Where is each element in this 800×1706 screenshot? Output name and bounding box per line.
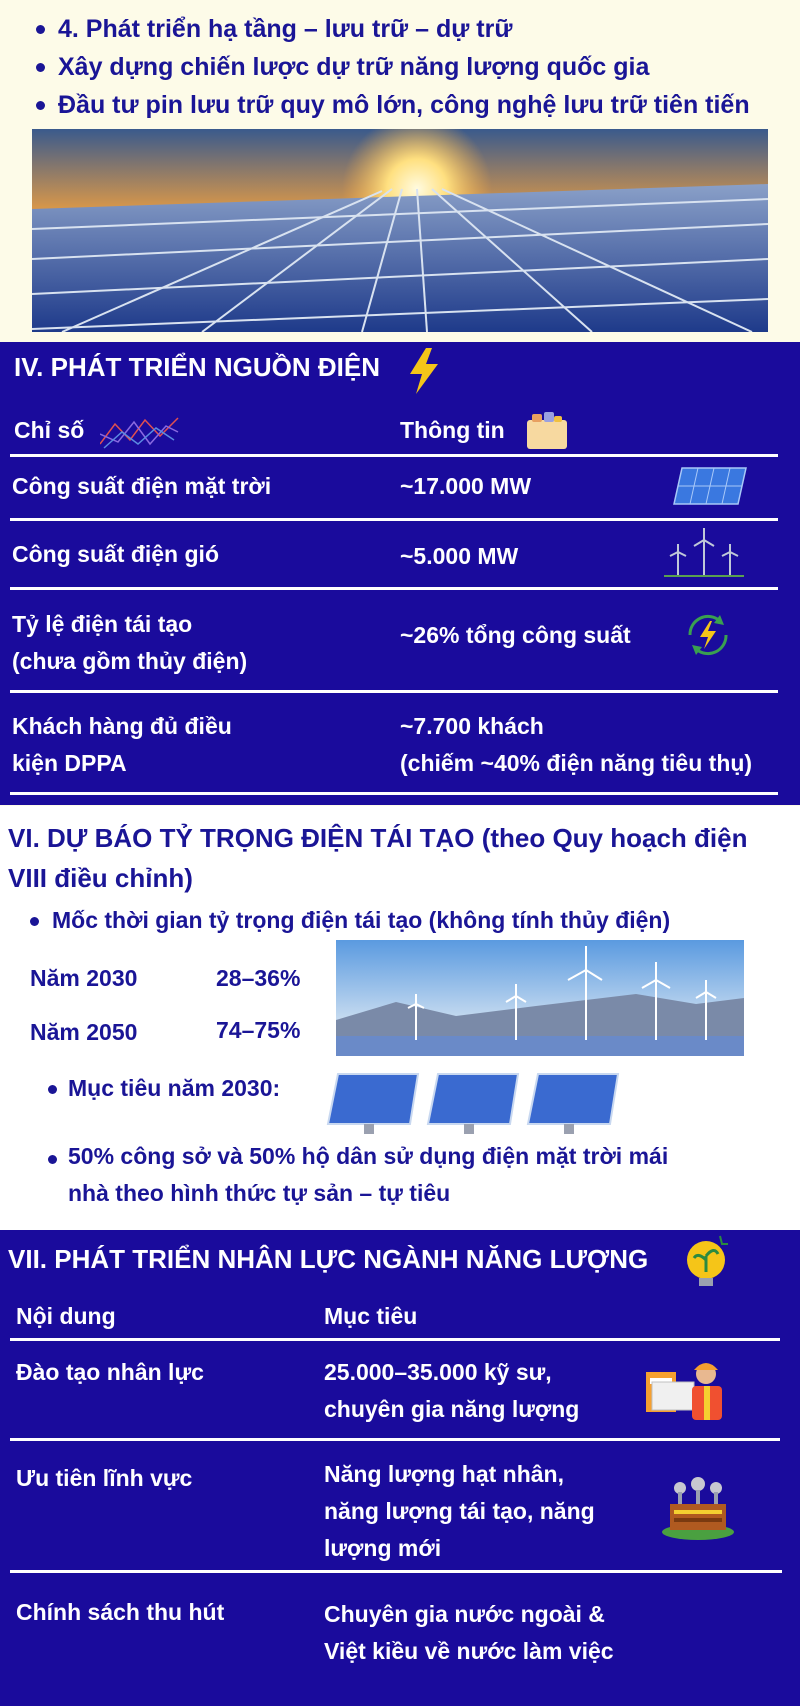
section-workforce-development bbox=[0, 1230, 800, 1706]
row-value-line: 25.000–35.000 kỹ sư, bbox=[324, 1359, 552, 1385]
metric-dppa-customers bbox=[12, 708, 232, 782]
row-value-attraction bbox=[324, 1596, 614, 1670]
power-plant-icon bbox=[660, 1474, 736, 1540]
section-title-line1: VI. DỰ BÁO TỶ TRỌNG ĐIỆN TÁI TẠO (theo Quy hoạch điện bbox=[8, 823, 748, 853]
col-header-content: Nội dung bbox=[16, 1303, 116, 1329]
divider bbox=[10, 792, 778, 795]
lightbulb-plant-icon bbox=[684, 1234, 730, 1290]
solar-panel-icon bbox=[672, 464, 748, 508]
wind-turbines-icon bbox=[664, 528, 744, 578]
milestone-bullet: Mốc thời gian tỷ trọng điện tái tạo (không tính thủy điện) bbox=[52, 907, 671, 933]
milestone-year: Năm 2050 bbox=[30, 1019, 138, 1045]
milestone-value: 28–36% bbox=[216, 965, 301, 991]
row-value-line: chuyên gia năng lượng bbox=[324, 1396, 580, 1422]
storage-bullet-list bbox=[30, 10, 790, 124]
value-dppa-customers bbox=[400, 708, 752, 782]
col-header-metric: Chỉ số bbox=[14, 417, 85, 443]
divider bbox=[10, 518, 778, 521]
metric-dppa-line1: Khách hàng đủ điều bbox=[12, 713, 232, 739]
section-renewable-forecast bbox=[0, 806, 800, 1230]
divider bbox=[10, 454, 778, 457]
col-header-target: Mục tiêu bbox=[324, 1303, 418, 1329]
divider bbox=[10, 1570, 782, 1573]
section-title: IV. PHÁT TRIỂN NGUỒN ĐIỆN bbox=[14, 352, 380, 382]
metric-wind-capacity: Công suất điện gió bbox=[12, 541, 219, 567]
target-label: Mục tiêu năm 2030: bbox=[68, 1075, 281, 1101]
metric-renewable-ratio-line2: (chưa gồm thủy điện) bbox=[12, 648, 248, 674]
chart-lines-icon bbox=[100, 414, 180, 450]
divider bbox=[10, 587, 778, 590]
row-value-line: Việt kiều về nước làm việc bbox=[324, 1638, 614, 1664]
row-label-training: Đào tạo nhân lực bbox=[16, 1359, 204, 1385]
value-wind-capacity: ~5.000 MW bbox=[400, 543, 519, 569]
solar-farm-sunset-photo bbox=[32, 129, 768, 332]
row-label-attraction: Chính sách thu hút bbox=[16, 1599, 225, 1625]
bullet-item: 4. Phát triển hạ tầng – lưu trữ – dự trữ bbox=[30, 10, 790, 48]
milestone-year: Năm 2030 bbox=[30, 965, 138, 991]
value-dppa-line2: (chiếm ~40% điện năng tiêu thụ) bbox=[400, 750, 753, 776]
folder-icon bbox=[526, 410, 568, 450]
engineer-icon bbox=[644, 1352, 734, 1424]
divider bbox=[10, 690, 778, 693]
bullet-dot bbox=[48, 1085, 57, 1094]
metric-renewable-ratio-line1: Tỷ lệ điện tái tạo bbox=[12, 611, 193, 637]
section-power-development bbox=[0, 342, 800, 805]
row-label-priority: Ưu tiên lĩnh vực bbox=[16, 1465, 193, 1491]
bullet-dot bbox=[30, 917, 39, 926]
target-text bbox=[68, 1138, 668, 1212]
section-title bbox=[8, 818, 747, 898]
bullet-item: Đầu tư pin lưu trữ quy mô lớn, công nghệ lưu trữ tiên tiến bbox=[30, 86, 790, 124]
value-renewable-ratio: ~26% tổng công suất bbox=[400, 622, 631, 648]
col-header-info: Thông tin bbox=[400, 417, 505, 443]
row-value-line: Năng lượng hạt nhân, bbox=[324, 1461, 564, 1487]
metric-renewable-ratio bbox=[12, 606, 247, 680]
section-title-line2: VIII điều chỉnh) bbox=[8, 863, 193, 893]
row-value-line: Chuyên gia nước ngoài & bbox=[324, 1601, 605, 1627]
metric-dppa-line2: kiện DPPA bbox=[12, 750, 127, 776]
divider bbox=[10, 1438, 780, 1441]
solar-panel-icon bbox=[324, 1070, 624, 1138]
section-title: VII. PHÁT TRIỂN NHÂN LỰC NGÀNH NĂNG LƯỢNG bbox=[8, 1244, 649, 1274]
divider bbox=[10, 1338, 780, 1341]
wind-farm-photo bbox=[336, 940, 744, 1056]
value-dppa-line1: ~7.700 khách bbox=[400, 713, 544, 739]
row-value-priority bbox=[324, 1456, 595, 1567]
row-value-line: năng lượng tái tạo, năng bbox=[324, 1498, 595, 1524]
target-text-line2: nhà theo hình thức tự sản – tự tiêu bbox=[68, 1180, 451, 1206]
row-value-line: lượng mới bbox=[324, 1535, 442, 1561]
renewable-cycle-icon bbox=[680, 607, 736, 663]
bullet-item: Xây dựng chiến lược dự trữ năng lượng quốc gia bbox=[30, 48, 790, 86]
milestone-value: 74–75% bbox=[216, 1017, 301, 1043]
row-value-training bbox=[324, 1354, 579, 1428]
bullet-dot bbox=[48, 1155, 57, 1164]
target-text-line1: 50% công sở và 50% hộ dân sử dụng điện mặt trời mái bbox=[68, 1143, 669, 1169]
metric-solar-capacity: Công suất điện mặt trời bbox=[12, 473, 272, 499]
value-solar-capacity: ~17.000 MW bbox=[400, 473, 532, 499]
lightning-icon bbox=[408, 348, 440, 394]
